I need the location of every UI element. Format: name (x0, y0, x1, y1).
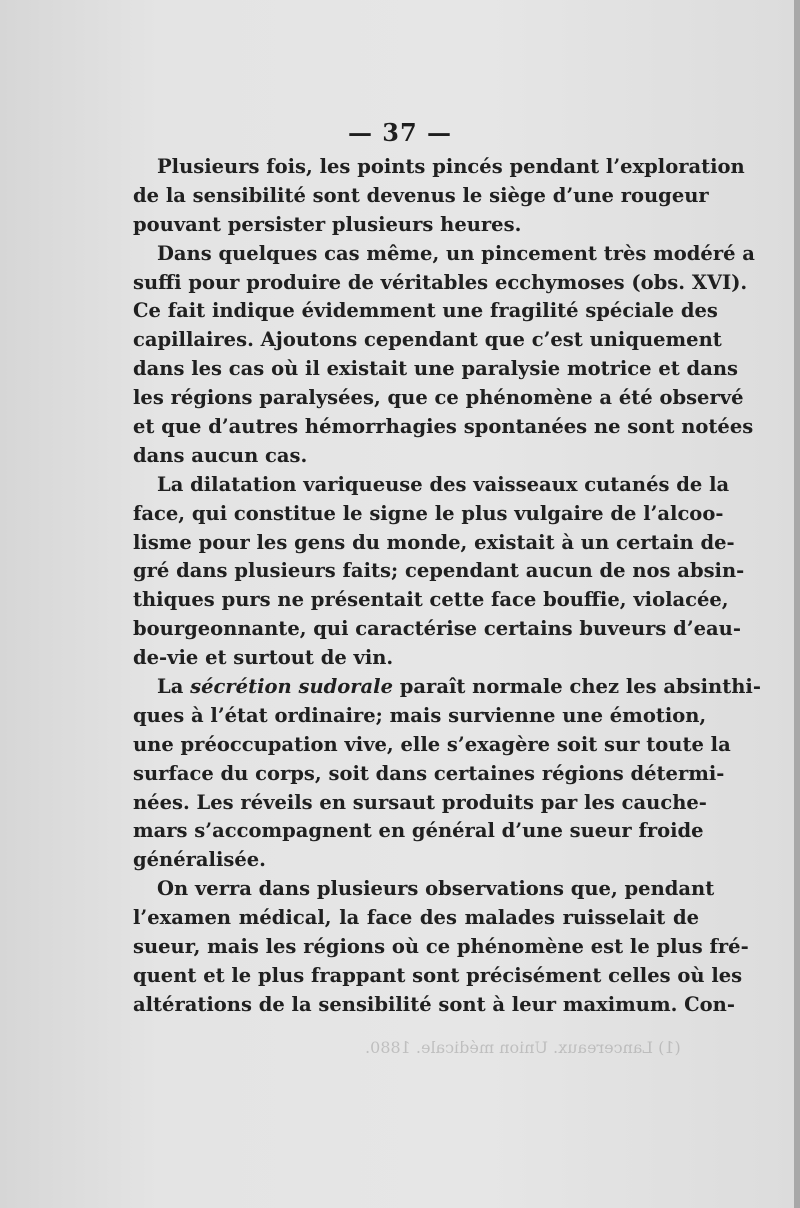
text-segment: La (157, 675, 191, 699)
page-edge (794, 0, 800, 1208)
text-segment: paraît normale chez les absinthi- (393, 675, 761, 699)
text-line: suffi pour produire de véritables ecchymoses (obs. XVI). (133, 270, 748, 294)
text-line: de la sensibilité sont devenus le siège d’une rougeur (133, 183, 709, 207)
text-line: Ce fait indique évidemment une fragilité spéciale des (133, 299, 718, 323)
text-line: Dans quelques cas même, un pincement très modéré a (157, 241, 755, 265)
text-line: généralisée. (133, 848, 266, 872)
text-line: l’examen médical, la face des malades ruisselait de (133, 906, 699, 930)
text-line: les régions paralysées, que ce phénomène a été observé (133, 386, 744, 410)
body-text (133, 153, 761, 1020)
text-line: lisme pour les gens du monde, existait à un certain de- (133, 530, 735, 554)
page-number: — 37 — (347, 118, 453, 147)
text-line: dans aucun cas. (133, 443, 308, 467)
text-line: de-vie et surtout de vin. (133, 646, 394, 670)
italic-term: sécrétion sudorale (190, 675, 393, 699)
text-line: altérations de la sensibilité sont à leur maximum. Con- (133, 992, 735, 1016)
text-line: nées. Les réveils en sursaut produits par les cauche- (133, 790, 707, 814)
paragraph-2 (133, 240, 755, 471)
text-line: surface du corps, soit dans certaines régions détermi- (133, 761, 725, 785)
text-line: une préoccupation vive, elle s’exagère soit sur toute la (133, 732, 731, 756)
text-line: ques à l’état ordinaire; mais survienne une émotion, (133, 703, 707, 727)
text-line: capillaires. Ajoutons cependant que c’est uniquement (133, 328, 722, 352)
paragraph-1 (133, 153, 745, 240)
text-line: sueur, mais les régions où ce phénomène est le plus fré- (133, 935, 749, 959)
text-line: La dilatation variqueuse des vaisseaux cutanés de la (157, 472, 730, 496)
text-line: dans les cas où il existait une paralysie motrice et dans (133, 357, 738, 381)
paragraph-5 (133, 875, 749, 1019)
text-line: gré dans plusieurs faits; cependant aucun de nos absin- (133, 559, 745, 583)
paragraph-4 (133, 673, 761, 875)
text-line: thiques purs ne présentait cette face bouffie, violacée, (133, 588, 729, 612)
text-line: face, qui constitue le signe le plus vulgaire de l’alcoo- (133, 501, 724, 525)
text-line: quent et le plus frappant sont précisément celles où les (133, 963, 743, 987)
text-line: On verra dans plusieurs observations que, pendant (157, 877, 715, 901)
text-line-with-italic (133, 673, 761, 702)
text-line: et que d’autres hémorrhagies spontanées ne sont notées (133, 415, 754, 439)
text-line: pouvant persister plusieurs heures. (133, 212, 522, 236)
paragraph-3 (133, 471, 745, 673)
bleed-through-footnote: (1) Lancereaux. Union médicale. 1880. (365, 1038, 681, 1057)
text-line: bourgeonnante, qui caractérise certains buveurs d’eau- (133, 617, 741, 641)
text-line: mars s’accompagnent en général d’une sueur froide (133, 819, 704, 843)
text-line: Plusieurs fois, les points pincés pendant l’exploration (157, 155, 745, 178)
